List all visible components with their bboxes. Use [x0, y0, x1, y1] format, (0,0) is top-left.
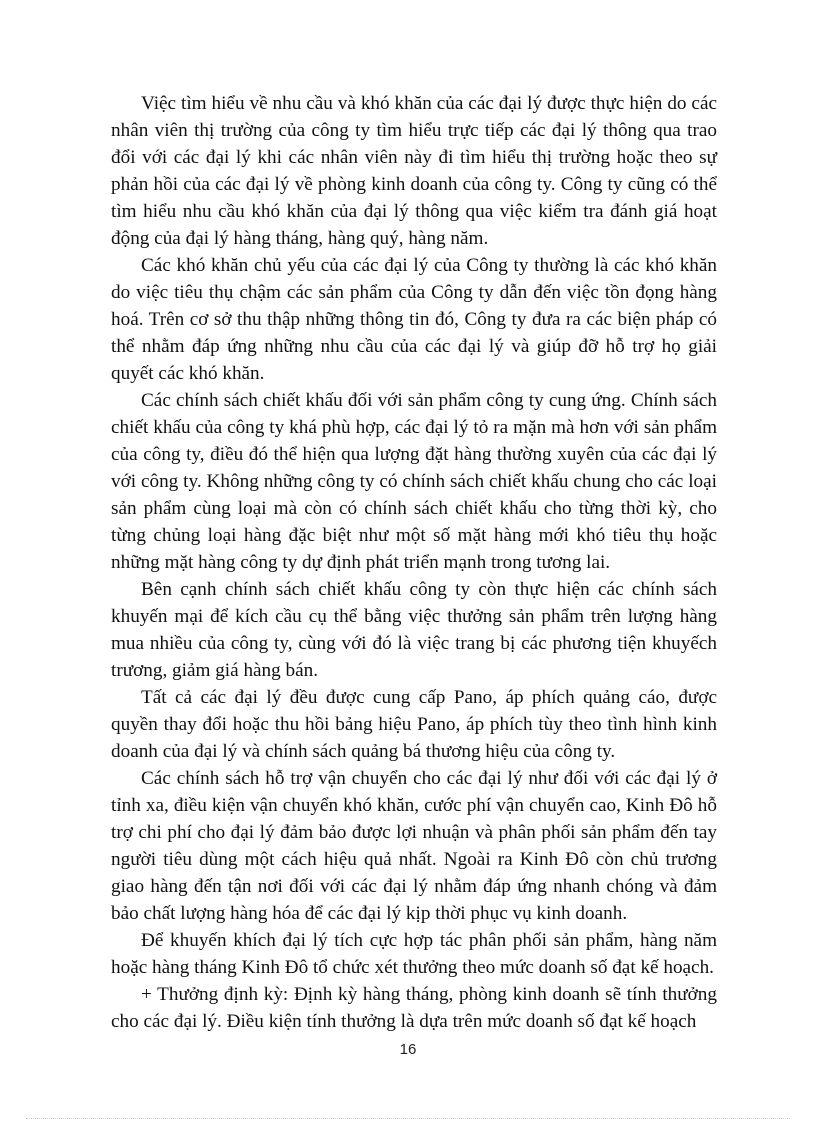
page-bottom-divider — [26, 1118, 790, 1119]
paragraph-periodic-bonus: + Thưởng định kỳ: Định kỳ hàng tháng, phòng kinh doanh sẽ tính thưởng cho các đại lý. Điều kiện tính thưởng là dựa trên mức doanh số đạt kế hoạch — [111, 984, 717, 1032]
paragraph-transport-support: Các chính sách hỗ trợ vận chuyển cho các đại lý như đối với các đại lý ở tỉnh xa, điều kiện vận chuyển khó khăn, cước phí vận chuyển cao, Kinh Đô hỗ trợ chi phí cho đại lý đảm bảo được lợi nhuận và phân phối sản phẩm đến tay người tiêu dùng một cách hiệu quả nhất. Ngoài ra Kinh Đô còn chủ trương giao hàng đến tận nơi đối với các đại lý nhằm đáp ứng nhanh chóng và đảm bảo chất lượng hàng hóa để các đại lý kịp thời phục vụ kinh doanh. — [111, 768, 717, 924]
paragraph-promotion-policy: Bên cạnh chính sách chiết khấu công ty còn thực hiện các chính sách khuyến mại để kích cầu cụ thể bằng việc thưởng sản phẩm trên lượng hàng mua nhiều của công ty, cùng với đó là việc trang bị các phương tiện khuyếch trương, giảm giá hàng bán. — [111, 579, 717, 681]
paragraph-discount-policy: Các chính sách chiết khấu đối với sản phẩm công ty cung ứng. Chính sách chiết khấu của công ty khá phù hợp, các đại lý tỏ ra mặn mà hơn với sản phẩm của công ty, điều đó thể hiện qua lượng đặt hàng thường xuyên của các đại lý với công ty. Không những công ty có chính sách chiết khấu chung cho các loại sản phẩm cùng loại mà còn có chính sách chiết khấu cho từng thời kỳ, cho từng chủng loại hàng đặc biệt như một số mặt hàng mới khó tiêu thụ hoặc những mặt hàng công ty dự định phát triển mạnh trong tương lai. — [111, 390, 717, 573]
paragraph-sales-rewards: Để khuyến khích đại lý tích cực hợp tác phân phối sản phẩm, hàng năm hoặc hàng tháng Kinh Đô tổ chức xét thưởng theo mức doanh số đạt kế hoạch. — [111, 930, 717, 978]
page-number: 16 — [399, 1041, 417, 1058]
paragraph-advertising-materials: Tất cả các đại lý đều được cung cấp Pano, áp phích quảng cáo, được quyền thay đổi hoặc thu hồi bảng hiệu Pano, áp phích tùy theo tình hình kinh doanh của đại lý và chính sách quảng bá thương hiệu của công ty. — [111, 687, 717, 762]
paragraph-needs-research: Việc tìm hiểu về nhu cầu và khó khăn của các đại lý được thực hiện do các nhân viên thị trường của công ty tìm hiểu trực tiếp các đại lý thông qua trao đổi với các đại lý khi các nhân viên này đi tìm hiểu thị trường hoặc theo sự phản hồi của các đại lý về phòng kinh doanh của công ty. Công ty cũng có thể tìm hiểu nhu cầu khó khăn của đại lý thông qua việc kiểm tra đánh giá hoạt động của đại lý hàng tháng, hàng quý, hàng năm. — [111, 93, 717, 249]
paragraph-agent-difficulties: Các khó khăn chủ yếu của các đại lý của Công ty thường là các khó khăn do việc tiêu thụ chậm các sản phẩm của Công ty dẫn đến việc tồn đọng hàng hoá. Trên cơ sở thu thập những thông tin đó, Công ty đưa ra các biện pháp có thể nhằm đáp ứng những nhu cầu của các đại lý và giúp đỡ hỗ trợ họ giải quyết các khó khăn. — [111, 255, 717, 384]
body-text — [111, 90, 717, 1035]
